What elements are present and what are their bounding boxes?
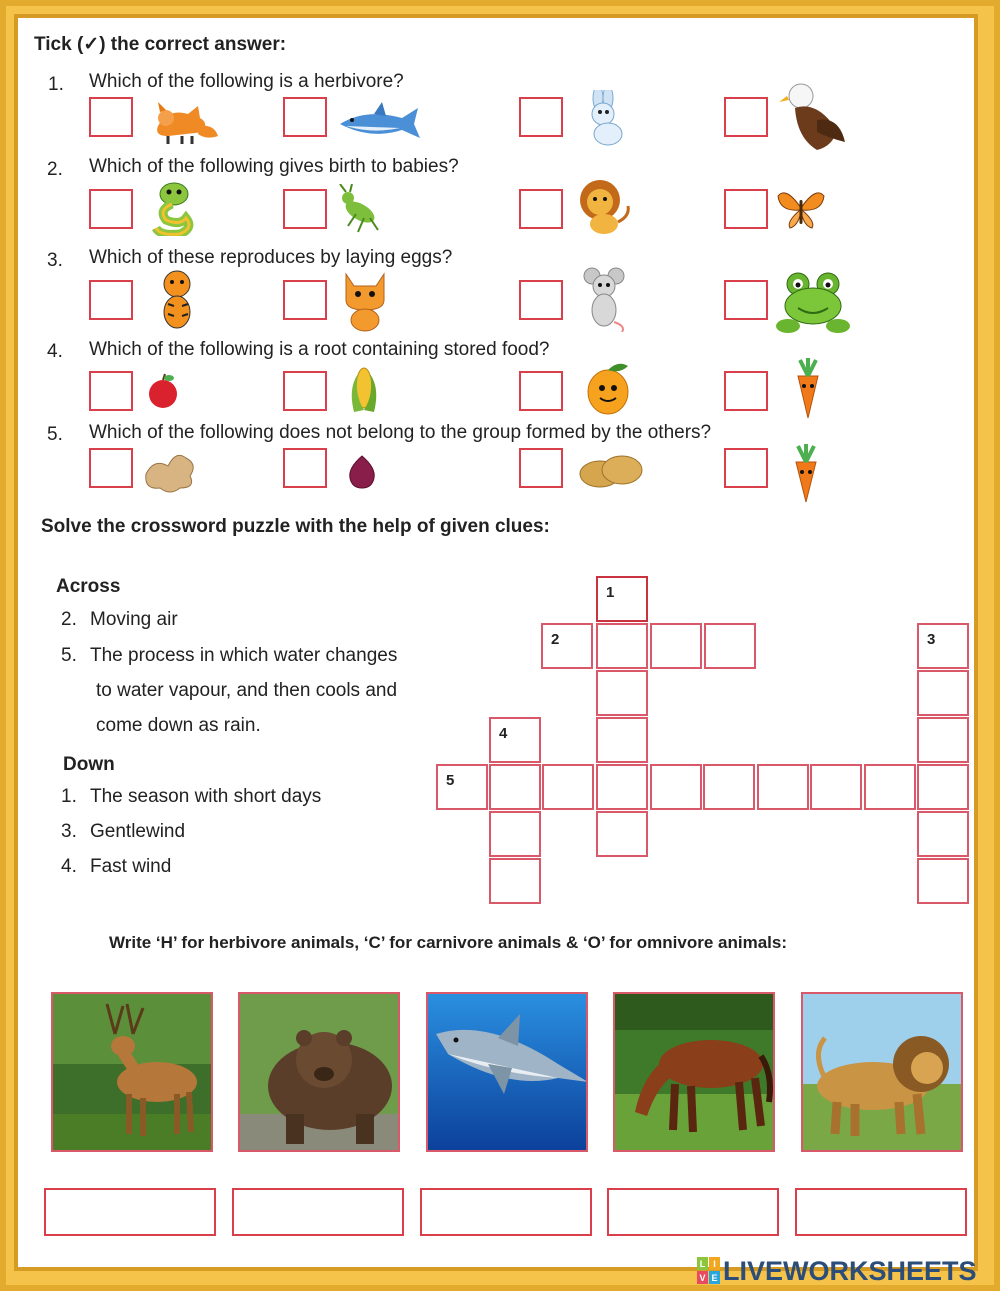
- answer-checkbox-q1-fox[interactable]: [89, 97, 133, 137]
- answer-checkbox-q3-frog[interactable]: [724, 280, 768, 320]
- question-text: Which of the following does not belong to the group formed by the others?: [89, 422, 712, 443]
- answer-input-horse[interactable]: [607, 1188, 779, 1236]
- logo-letter: V: [699, 1273, 706, 1283]
- across-clue-text: Moving air: [90, 609, 178, 630]
- tiger-icon: [154, 268, 200, 330]
- crossword-cell[interactable]: [489, 717, 541, 763]
- classify-heading: Write ‘H’ for herbivore animals, ‘C’ for carnivore animals & ‘O’ for omnivore animals:: [109, 933, 787, 952]
- answer-checkbox-q4-corn[interactable]: [283, 371, 327, 411]
- crossword-cell[interactable]: [596, 811, 648, 857]
- tick-heading: Tick (✓) the correct answer:: [34, 34, 287, 55]
- question-text: Which of these reproduces by laying eggs?: [89, 247, 453, 268]
- across-clue-text: The process in which water changes: [90, 645, 398, 666]
- crossword-cell[interactable]: [650, 623, 702, 669]
- down-clue-text: Gentlewind: [90, 821, 186, 842]
- answer-input-shark[interactable]: [420, 1188, 592, 1236]
- crossword-cell[interactable]: [917, 717, 969, 763]
- crossword-cell[interactable]: [703, 764, 755, 810]
- onion-icon: [346, 452, 378, 490]
- lion-icon: [803, 994, 963, 1152]
- carrot-icon: [788, 444, 824, 504]
- crossword-cell[interactable]: [864, 764, 916, 810]
- across-title: Across: [56, 576, 121, 597]
- crossword-cell[interactable]: [650, 764, 702, 810]
- across-clue-num: 2.: [61, 609, 77, 630]
- answer-checkbox-q5-onion[interactable]: [283, 448, 327, 488]
- crossword-cell[interactable]: [917, 811, 969, 857]
- logo-mark-icon: [697, 1257, 721, 1285]
- answer-checkbox-q3-mouse[interactable]: [519, 280, 563, 320]
- answer-input-deer[interactable]: [44, 1188, 216, 1236]
- question-text: Which of the following is a root containing stored food?: [89, 339, 550, 360]
- horse-icon: [615, 994, 775, 1152]
- clue-number: 4: [499, 725, 508, 742]
- answer-checkbox-q4-mango[interactable]: [519, 371, 563, 411]
- answer-checkbox-q5-ginger[interactable]: [89, 448, 133, 488]
- crossword-cell[interactable]: [489, 764, 541, 810]
- down-clue-num: 4.: [61, 856, 77, 877]
- answer-checkbox-q5-potato[interactable]: [519, 448, 563, 488]
- question-number: 3.: [47, 250, 63, 271]
- ginger-icon: [140, 444, 200, 496]
- answer-checkbox-q1-rabbit[interactable]: [519, 97, 563, 137]
- logo-text: LIVEWORKSHEETS: [723, 1255, 977, 1286]
- corn-icon: [344, 364, 384, 416]
- clue-number: 2: [551, 631, 560, 648]
- answer-checkbox-q4-carrot[interactable]: [724, 371, 768, 411]
- answer-checkbox-q1-shark[interactable]: [283, 97, 327, 137]
- answer-checkbox-q2-butterfly[interactable]: [724, 189, 768, 229]
- logo-letter: I: [713, 1259, 716, 1269]
- answer-input-bear[interactable]: [232, 1188, 404, 1236]
- answer-checkbox-q2-snake[interactable]: [89, 189, 133, 229]
- answer-checkbox-q2-grasshopper[interactable]: [283, 189, 327, 229]
- logo-letter: E: [711, 1273, 718, 1283]
- crossword-cell[interactable]: [596, 576, 648, 622]
- answer-checkbox-q1-eagle[interactable]: [724, 97, 768, 137]
- crossword-cell[interactable]: [704, 623, 756, 669]
- liveworksheets-logo: [697, 1256, 977, 1286]
- down-clue-text: Fast wind: [90, 856, 172, 877]
- shark-photo: [426, 992, 588, 1152]
- across-clue-cont: come down as rain.: [96, 715, 261, 736]
- shark-icon: [428, 994, 588, 1152]
- crossword-cell[interactable]: [596, 764, 648, 810]
- down-clue-num: 1.: [61, 786, 77, 807]
- question-text: Which of the following gives birth to babies?: [89, 156, 459, 177]
- crossword-cell[interactable]: [596, 717, 648, 763]
- crossword-cell[interactable]: [436, 764, 488, 810]
- potato-icon: [578, 452, 644, 490]
- answer-checkbox-q3-cat[interactable]: [283, 280, 327, 320]
- shark-icon: [336, 102, 422, 142]
- lion-photo: [801, 992, 963, 1152]
- crossword-cell[interactable]: [489, 811, 541, 857]
- mango-icon: [584, 360, 636, 420]
- frog-icon: [776, 270, 852, 336]
- across-clue-num: 5.: [61, 645, 77, 666]
- lion-icon: [574, 178, 634, 238]
- crossword-cell[interactable]: [541, 623, 593, 669]
- clue-number: 1: [606, 584, 615, 601]
- crossword-cell[interactable]: [757, 764, 809, 810]
- mouse-icon: [582, 266, 628, 332]
- down-clue-text: The season with short days: [90, 786, 322, 807]
- crossword-cell[interactable]: [596, 623, 648, 669]
- butterfly-icon: [776, 186, 826, 230]
- bear-photo: [238, 992, 400, 1152]
- crossword-cell[interactable]: [489, 858, 541, 904]
- crossword-cell[interactable]: [542, 764, 594, 810]
- answer-input-lion[interactable]: [795, 1188, 967, 1236]
- cat-icon: [340, 270, 390, 332]
- bear-icon: [240, 994, 400, 1152]
- down-title: Down: [63, 754, 115, 775]
- across-clue-cont: to water vapour, and then cools and: [96, 680, 398, 701]
- crossword-cell[interactable]: [596, 670, 648, 716]
- fox-icon: [148, 96, 220, 146]
- deer-photo: [51, 992, 213, 1152]
- question-number: 4.: [47, 341, 63, 362]
- eagle-icon: [777, 80, 847, 152]
- horse-photo: [613, 992, 775, 1152]
- rabbit-icon: [578, 90, 634, 148]
- snake-icon: [150, 180, 202, 236]
- apple-icon: [145, 372, 181, 410]
- crossword-cell[interactable]: [810, 764, 862, 810]
- crossword-heading: Solve the crossword puzzle with the help of given clues:: [41, 516, 550, 537]
- question-number: 2.: [47, 159, 63, 180]
- question-text: Which of the following is a herbivore?: [89, 71, 404, 92]
- question-number: 1.: [48, 74, 64, 95]
- carrot-icon: [790, 358, 826, 420]
- question-number: 5.: [47, 424, 63, 445]
- answer-checkbox-q5-carrot[interactable]: [724, 448, 768, 488]
- clue-number: 3: [927, 631, 936, 648]
- crossword-cell[interactable]: [917, 623, 969, 669]
- grasshopper-icon: [334, 184, 382, 234]
- crossword-cell[interactable]: [917, 764, 969, 810]
- crossword-cell[interactable]: [917, 858, 969, 904]
- deer-icon: [53, 994, 213, 1152]
- crossword-cell[interactable]: [917, 670, 969, 716]
- down-clue-num: 3.: [61, 821, 77, 842]
- clue-number: 5: [446, 772, 455, 789]
- logo-letter: L: [699, 1259, 706, 1269]
- answer-checkbox-q3-tiger[interactable]: [89, 280, 133, 320]
- answer-checkbox-q2-lion[interactable]: [519, 189, 563, 229]
- answer-checkbox-q4-apple[interactable]: [89, 371, 133, 411]
